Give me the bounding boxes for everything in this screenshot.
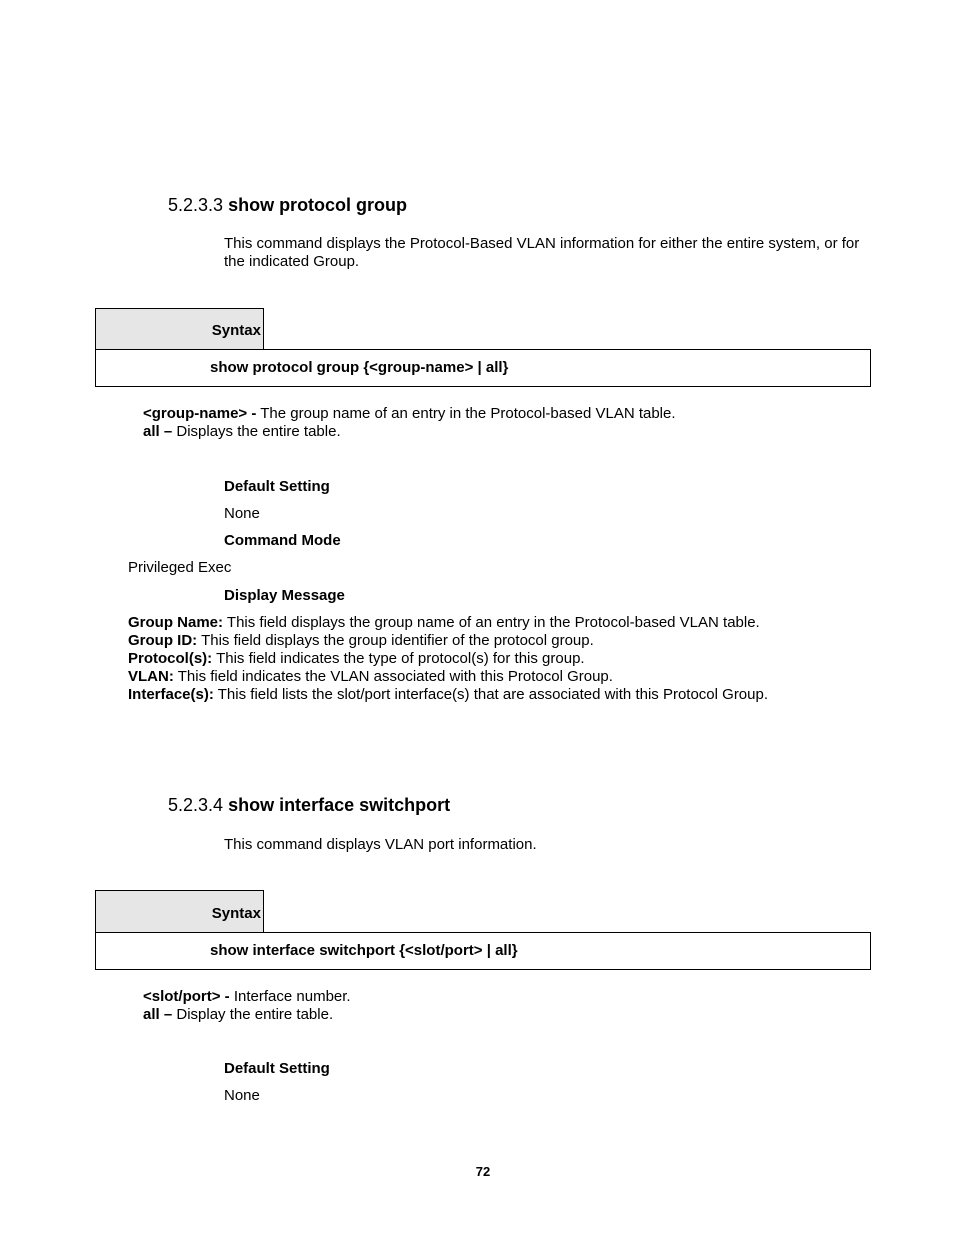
display-message-label: Display Message <box>224 587 345 604</box>
display-field-item <box>128 650 768 668</box>
parameter-desc: The group name of an entry in the Protocol-based VLAN table. <box>260 405 676 422</box>
syntax-command-box <box>95 349 871 387</box>
syntax-command: show protocol group {<group-name> | all} <box>210 359 509 376</box>
display-field-name: Group Name: <box>128 614 224 631</box>
display-field-name: Group ID: <box>128 632 198 649</box>
section-heading-show-interface-switchport <box>168 795 450 816</box>
display-field-list <box>128 614 768 704</box>
display-field-desc: This field displays the group identifier of the protocol group. <box>201 632 594 649</box>
parameter-name: <slot/port> - <box>143 988 230 1005</box>
parameter-item <box>143 988 351 1006</box>
default-setting-label: Default Setting <box>224 478 330 495</box>
syntax-command: show interface switchport {<slot/port> | all} <box>210 942 518 959</box>
page-number: 72 <box>475 1164 491 1179</box>
default-setting-value: None <box>224 505 260 522</box>
display-field-item <box>128 614 768 632</box>
display-field-desc: This field displays the group name of an entry in the Protocol-based VLAN table. <box>226 614 760 631</box>
syntax-label-box <box>95 308 264 350</box>
display-field-item <box>128 686 768 704</box>
parameter-name: all – <box>143 423 173 440</box>
display-field-desc: This field lists the slot/port interface(s) that are associated with this Protocol Group. <box>217 686 769 703</box>
display-field-desc: This field indicates the type of protocol(s) for this group. <box>216 650 585 667</box>
section-title: show interface switchport <box>228 795 451 815</box>
parameter-list <box>143 405 676 441</box>
display-field-name: Protocol(s): <box>128 650 213 667</box>
display-field-item <box>128 632 768 650</box>
section-description: This command displays VLAN port information. <box>224 836 537 853</box>
syntax-command-box <box>95 932 871 970</box>
section-number: 5.2.3.4 <box>168 795 224 815</box>
parameter-desc: Display the entire table. <box>176 1006 334 1023</box>
parameter-name: <group-name> - <box>143 405 257 422</box>
syntax-label: Syntax <box>211 322 261 339</box>
parameter-list <box>143 988 351 1024</box>
parameter-item <box>143 405 676 423</box>
default-setting-label: Default Setting <box>224 1060 330 1077</box>
section-heading-show-protocol-group <box>168 195 407 216</box>
parameter-name: all – <box>143 1006 173 1023</box>
parameter-desc: Displays the entire table. <box>176 423 341 440</box>
default-setting-value: None <box>224 1087 260 1104</box>
command-mode-value: Privileged Exec <box>128 559 232 576</box>
parameter-item <box>143 1006 351 1024</box>
display-field-desc: This field indicates the VLAN associated with this Protocol Group. <box>177 668 613 685</box>
display-field-name: Interface(s): <box>128 686 214 703</box>
syntax-label: Syntax <box>211 905 261 922</box>
section-number: 5.2.3.3 <box>168 195 224 215</box>
section-description: This command displays the Protocol-Based VLAN information for either the entire system, or for the indicated Group. <box>224 235 860 270</box>
parameter-item <box>143 423 676 441</box>
syntax-label-box <box>95 890 264 933</box>
command-mode-label: Command Mode <box>224 532 341 549</box>
display-field-item <box>128 668 768 686</box>
section-title: show protocol group <box>228 195 408 215</box>
parameter-desc: Interface number. <box>233 988 351 1005</box>
display-field-name: VLAN: <box>128 668 174 685</box>
